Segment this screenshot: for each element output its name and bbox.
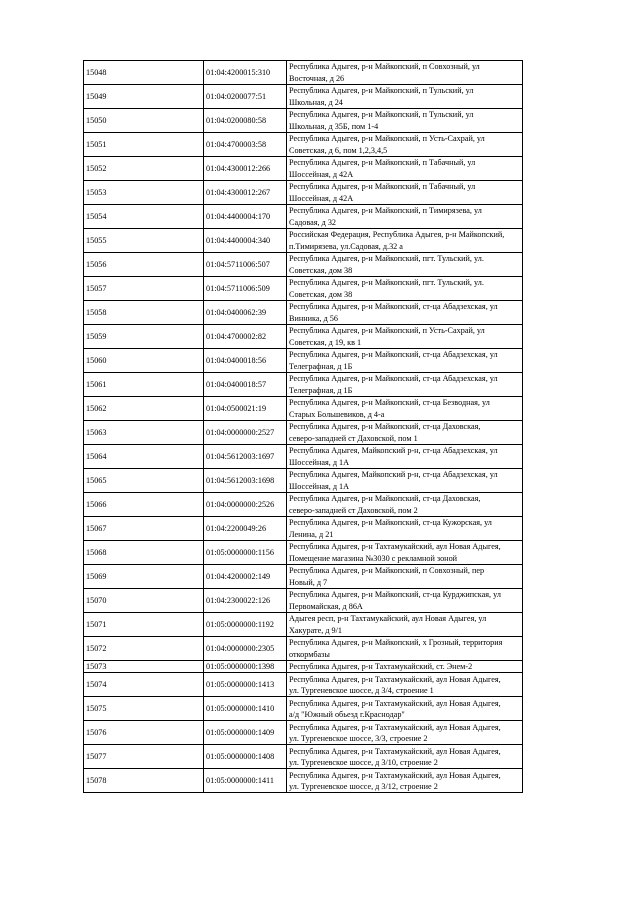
address-cell: Республика Адыгея, р-н Майкопский, ст-ца Кужорская, ул Ленина, д 21 — [287, 517, 523, 541]
row-number-cell: 15070 — [84, 589, 204, 613]
address-cell: Республика Адыгея, р-н Тахтамукайский, аул Новая Адыгея, ул. Тургеневское шоссе, д 3/10, строение 2 — [287, 745, 523, 769]
address-cell: Республика Адыгея, р-н Тахтамукайский, аул Новая Адыгея, ул. Тургеневское шоссе, д 3/4, строение 1 — [287, 673, 523, 697]
table-row — [84, 229, 523, 253]
address-cell: Республика Адыгея, р-н Тахтамукайский, аул Новая Адыгея, а/д "Южный обьезд г.Краснодар" — [287, 697, 523, 721]
row-number-cell: 15062 — [84, 397, 204, 421]
cadastral-number-cell: 01:05:0000000:1409 — [204, 721, 287, 745]
table-row — [84, 349, 523, 373]
row-number-cell: 15058 — [84, 301, 204, 325]
row-number-cell: 15066 — [84, 493, 204, 517]
cadastral-number-cell: 01:04:2200049:26 — [204, 517, 287, 541]
row-number-cell: 15071 — [84, 613, 204, 637]
address-cell: Республика Адыгея, р-н Майкопский, п Совхозный, пер Новый, д 7 — [287, 565, 523, 589]
cadastral-number-cell: 01:04:2300022:126 — [204, 589, 287, 613]
row-number-cell: 15073 — [84, 661, 204, 673]
address-cell: Республика Адыгея, р-н Майкопский, п Тимирязева, ул Садовая, д 32 — [287, 205, 523, 229]
cadastral-number-cell: 01:05:0000000:1398 — [204, 661, 287, 673]
row-number-cell: 15050 — [84, 109, 204, 133]
cadastral-number-cell: 01:04:4300012:267 — [204, 181, 287, 205]
row-number-cell: 15055 — [84, 229, 204, 253]
cadastral-number-cell: 01:05:0000000:1410 — [204, 697, 287, 721]
cadastral-number-cell: 01:05:0000000:1156 — [204, 541, 287, 565]
cadastral-number-cell: 01:04:0000000:2527 — [204, 421, 287, 445]
cadastral-number-cell: 01:05:0000000:1408 — [204, 745, 287, 769]
row-number-cell: 15077 — [84, 745, 204, 769]
table-row — [84, 661, 523, 673]
address-cell: Российская Федерация, Республика Адыгея, р-н Майкопский, п.Тимирязева, ул.Садовая, д.32 а — [287, 229, 523, 253]
address-cell: Республика Адыгея, р-н Майкопский, п Усть-Сахрай, ул Советская, д 19, кв 1 — [287, 325, 523, 349]
table-row — [84, 61, 523, 85]
table-row — [84, 469, 523, 493]
table-row — [84, 445, 523, 469]
row-number-cell: 15048 — [84, 61, 204, 85]
cadastral-number-cell: 01:04:4300012:266 — [204, 157, 287, 181]
table-row — [84, 745, 523, 769]
address-cell: Республика Адыгея, р-н Майкопский, п Табачный, ул Шоссейная, д 42А — [287, 157, 523, 181]
table-row — [84, 181, 523, 205]
table-row — [84, 397, 523, 421]
row-number-cell: 15052 — [84, 157, 204, 181]
cadastral-number-cell: 01:04:4700002:82 — [204, 325, 287, 349]
row-number-cell: 15049 — [84, 85, 204, 109]
row-number-cell: 15061 — [84, 373, 204, 397]
address-cell: Республика Адыгея, р-н Майкопский, ст-ца Безводная, ул Старых Большевиков, д 4-а — [287, 397, 523, 421]
row-number-cell: 15059 — [84, 325, 204, 349]
address-cell: Республика Адыгея, р-н Майкопский, х Грозный, территория откормбазы — [287, 637, 523, 661]
cadastral-number-cell: 01:05:0000000:1411 — [204, 769, 287, 793]
address-cell: Республика Адыгея, р-н Майкопский, ст-ца Абадзехская, ул Винника, д 56 — [287, 301, 523, 325]
registry-table-body — [84, 61, 523, 793]
row-number-cell: 15063 — [84, 421, 204, 445]
table-row — [84, 133, 523, 157]
table-row — [84, 277, 523, 301]
table-row — [84, 673, 523, 697]
row-number-cell: 15069 — [84, 565, 204, 589]
row-number-cell: 15057 — [84, 277, 204, 301]
cadastral-number-cell: 01:04:4400004:340 — [204, 229, 287, 253]
address-cell: Республика Адыгея, р-н Майкопский, ст-ца Абадзехская, ул Телеграфная, д 1Б — [287, 349, 523, 373]
table-row — [84, 517, 523, 541]
address-cell: Республика Адыгея, р-н Майкопский, п Тульский, ул Школьная, д 35Б, пом 1-4 — [287, 109, 523, 133]
table-row — [84, 589, 523, 613]
row-number-cell: 15064 — [84, 445, 204, 469]
cadastral-number-cell: 01:04:5612003:1697 — [204, 445, 287, 469]
cadastral-number-cell: 01:04:0400018:56 — [204, 349, 287, 373]
address-cell: Республика Адыгея, р-н Майкопский, п Совхозный, ул Восточная, д 26 — [287, 61, 523, 85]
table-row — [84, 541, 523, 565]
cadastral-number-cell: 01:05:0000000:1192 — [204, 613, 287, 637]
cadastral-number-cell: 01:04:4200002:149 — [204, 565, 287, 589]
row-number-cell: 15065 — [84, 469, 204, 493]
table-row — [84, 85, 523, 109]
cadastral-number-cell: 01:04:0000000:2305 — [204, 637, 287, 661]
address-cell: Республика Адыгея, р-н Майкопский, п Усть-Сахрай, ул Советская, д 6, пом 1,2,3,4,5 — [287, 133, 523, 157]
table-row — [84, 373, 523, 397]
cadastral-number-cell: 01:04:0200077:51 — [204, 85, 287, 109]
row-number-cell: 15075 — [84, 697, 204, 721]
address-cell: Республика Адыгея, р-н Майкопский, ст-ца Даховская, северо-западней ст Даховской, пом 2 — [287, 493, 523, 517]
address-cell: Республика Адыгея, Майкопский р-н, ст-ца Абадзехская, ул Шоссейная, д 1А — [287, 445, 523, 469]
cadastral-number-cell: 01:04:4700003:58 — [204, 133, 287, 157]
address-cell: Республика Адыгея, р-н Тахтамукайский, аул Новая Адыгея, ул. Тургеневское шоссе, д 3/12, строение 2 — [287, 769, 523, 793]
address-cell: Республика Адыгея, р-н Тахтамукайский, аул Новая Адыгея, ул. Тургеневское шоссе, 3/3, строение 2 — [287, 721, 523, 745]
address-cell: Республика Адыгея, р-н Майкопский, пгт. Тульский, ул. Советская, дом 38 — [287, 253, 523, 277]
cadastral-number-cell: 01:04:5711006:507 — [204, 253, 287, 277]
cadastral-number-cell: 01:04:0200080:58 — [204, 109, 287, 133]
address-cell: Республика Адыгея, р-н Майкопский, ст-ца Курджипская, ул Первомайская, д 86А — [287, 589, 523, 613]
table-row — [84, 109, 523, 133]
table-row — [84, 613, 523, 637]
row-number-cell: 15051 — [84, 133, 204, 157]
table-row — [84, 697, 523, 721]
row-number-cell: 15054 — [84, 205, 204, 229]
address-cell: Республика Адыгея, Майкопский р-н, ст-ца Абадзехская, ул Шоссейная, д 1А — [287, 469, 523, 493]
registry-table — [83, 60, 523, 793]
row-number-cell: 15076 — [84, 721, 204, 745]
row-number-cell: 15060 — [84, 349, 204, 373]
table-row — [84, 721, 523, 745]
cadastral-number-cell: 01:04:0500021:19 — [204, 397, 287, 421]
row-number-cell: 15072 — [84, 637, 204, 661]
address-cell: Республика Адыгея, р-н Тахтамукайский, аул Новая Адыгея, Помещение магазина №3030 с рекламной зоной — [287, 541, 523, 565]
address-cell: Адыгея респ, р-н Тахтамукайский, аул Новая Адыгея, ул Хакурате, д 9/1 — [287, 613, 523, 637]
row-number-cell: 15074 — [84, 673, 204, 697]
table-row — [84, 253, 523, 277]
row-number-cell: 15078 — [84, 769, 204, 793]
address-cell: Республика Адыгея, р-н Майкопский, ст-ца Абадзехская, ул Телеграфная, д 1Б — [287, 373, 523, 397]
cadastral-number-cell: 01:04:4200015:310 — [204, 61, 287, 85]
row-number-cell: 15067 — [84, 517, 204, 541]
table-row — [84, 493, 523, 517]
address-cell: Республика Адыгея, р-н Тахтамукайский, ст. Энем-2 — [287, 661, 523, 673]
row-number-cell: 15056 — [84, 253, 204, 277]
address-cell: Республика Адыгея, р-н Майкопский, ст-ца Даховская, северо-западней ст Даховской, пом 1 — [287, 421, 523, 445]
row-number-cell: 15068 — [84, 541, 204, 565]
table-row — [84, 769, 523, 793]
cadastral-number-cell: 01:04:0400062:39 — [204, 301, 287, 325]
cadastral-number-cell: 01:04:5612003:1698 — [204, 469, 287, 493]
table-row — [84, 565, 523, 589]
row-number-cell: 15053 — [84, 181, 204, 205]
cadastral-number-cell: 01:04:4400004:170 — [204, 205, 287, 229]
cadastral-number-cell: 01:04:0400018:57 — [204, 373, 287, 397]
cadastral-number-cell: 01:05:0000000:1413 — [204, 673, 287, 697]
cadastral-number-cell: 01:04:0000000:2526 — [204, 493, 287, 517]
table-row — [84, 421, 523, 445]
address-cell: Республика Адыгея, р-н Майкопский, п Табачный, ул Шоссейная, д 42А — [287, 181, 523, 205]
address-cell: Республика Адыгея, р-н Майкопский, п Тульский, ул Школьная, д 24 — [287, 85, 523, 109]
table-row — [84, 205, 523, 229]
table-row — [84, 637, 523, 661]
table-row — [84, 157, 523, 181]
table-row — [84, 301, 523, 325]
cadastral-number-cell: 01:04:5711006:509 — [204, 277, 287, 301]
table-row — [84, 325, 523, 349]
address-cell: Республика Адыгея, р-н Майкопский, пгт. Тульский, ул. Советская, дом 38 — [287, 277, 523, 301]
